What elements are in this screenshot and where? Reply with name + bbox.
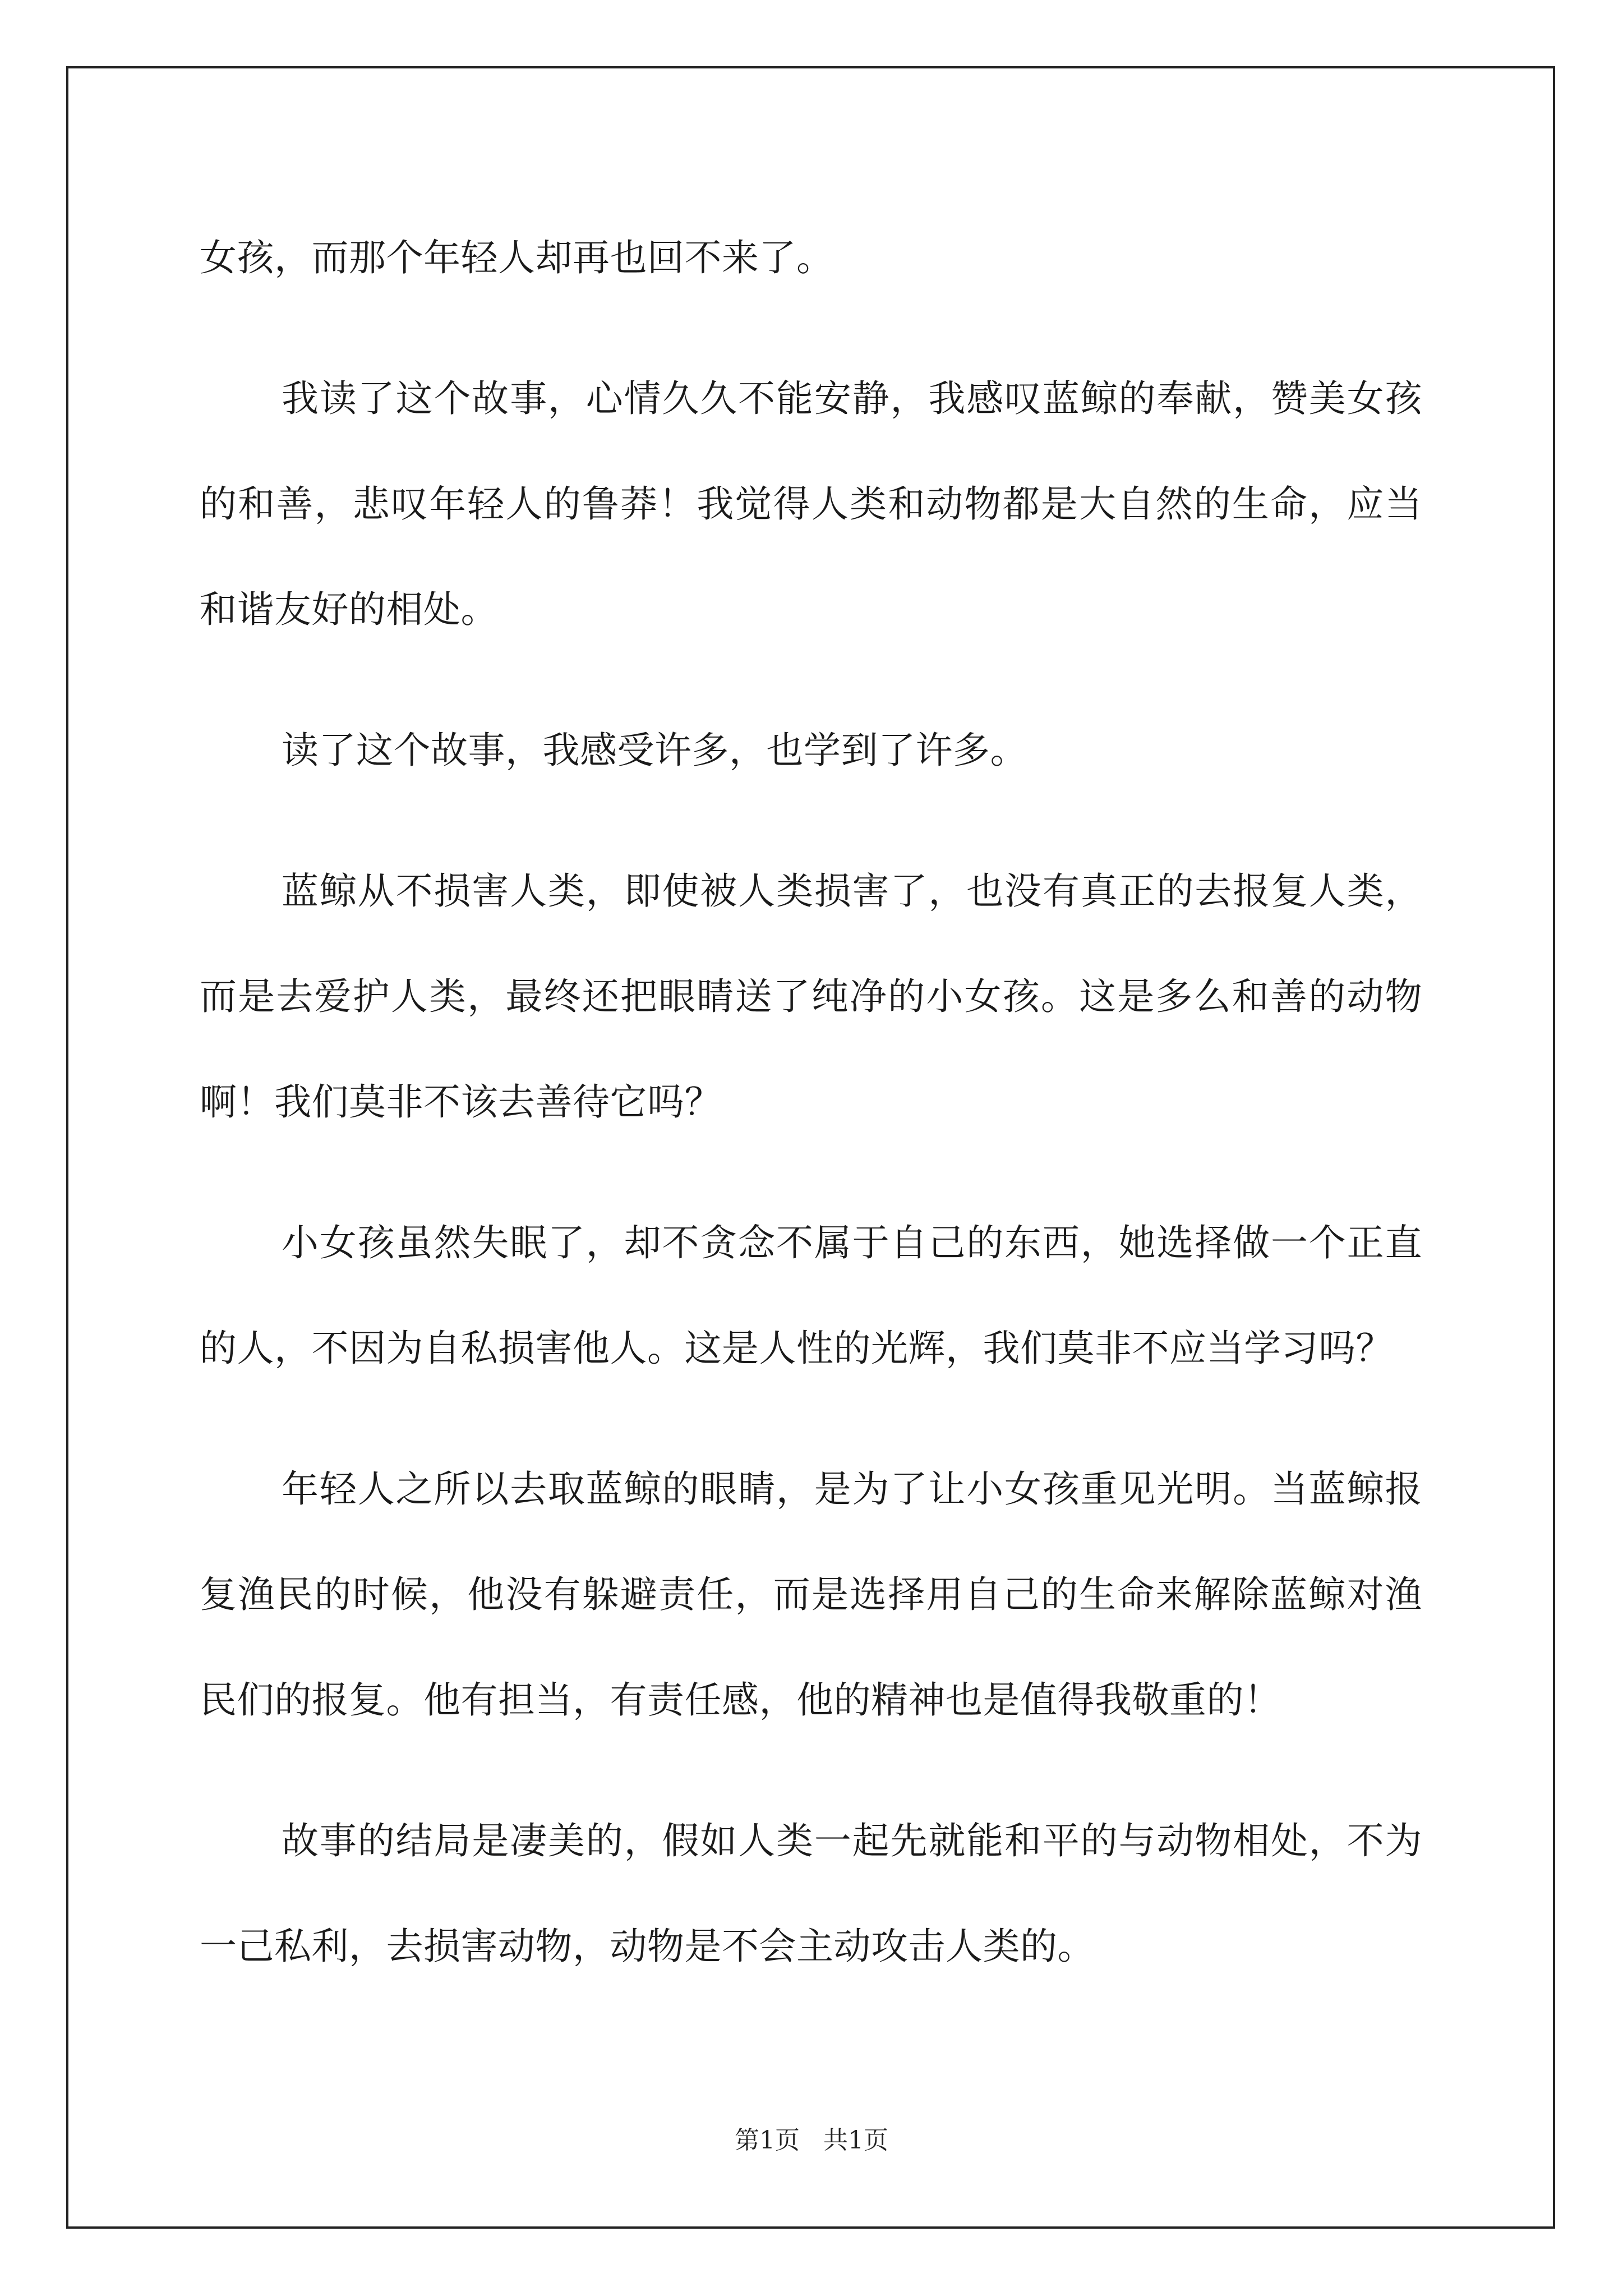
page-number: 第1页 — [735, 2126, 800, 2155]
page-footer — [0, 2124, 1623, 2157]
paragraph-5: 小女孩虽然失眠了，却不贪念不属于自己的东西，她选择做一个正直的人，不因为自私损害他人。这是人性的光辉，我们莫非不应当学习吗？ — [200, 1221, 1422, 1370]
paragraph-1: 女孩，而那个年轻人却再也回不来了。 — [200, 236, 834, 279]
paragraph-7: 故事的结局是凄美的，假如人类一起先就能和平的与动物相处，不为一己私利，去损害动物，动物是不会主动攻击人类的。 — [200, 1819, 1422, 1968]
page-total: 共1页 — [823, 2126, 888, 2155]
document-body — [200, 205, 1422, 2035]
paragraph-2: 我读了这个故事，心情久久不能安静，我感叹蓝鲸的奉献，赞美女孩的和善，悲叹年轻人的鲁莽！我觉得人类和动物都是大自然的生命，应当和谐友好的相处。 — [200, 377, 1422, 631]
paragraph-4: 蓝鲸从不损害人类，即使被人类损害了，也没有真正的去报复人类，而是去爱护人类，最终还把眼睛送了纯净的小女孩。这是多么和善的动物啊！我们莫非不该去善待它吗？ — [200, 869, 1422, 1124]
paragraph-3: 读了这个故事，我感受许多，也学到了许多。 — [282, 729, 1027, 772]
paragraph-6: 年轻人之所以去取蓝鲸的眼睛，是为了让小女孩重见光明。当蓝鲸报复渔民的时候，他没有躲避责任，而是选择用自己的生命来解除蓝鲸对渔民们的报复。他有担当，有责任感，他的精神也是值得我敬重的！ — [200, 1467, 1422, 1722]
